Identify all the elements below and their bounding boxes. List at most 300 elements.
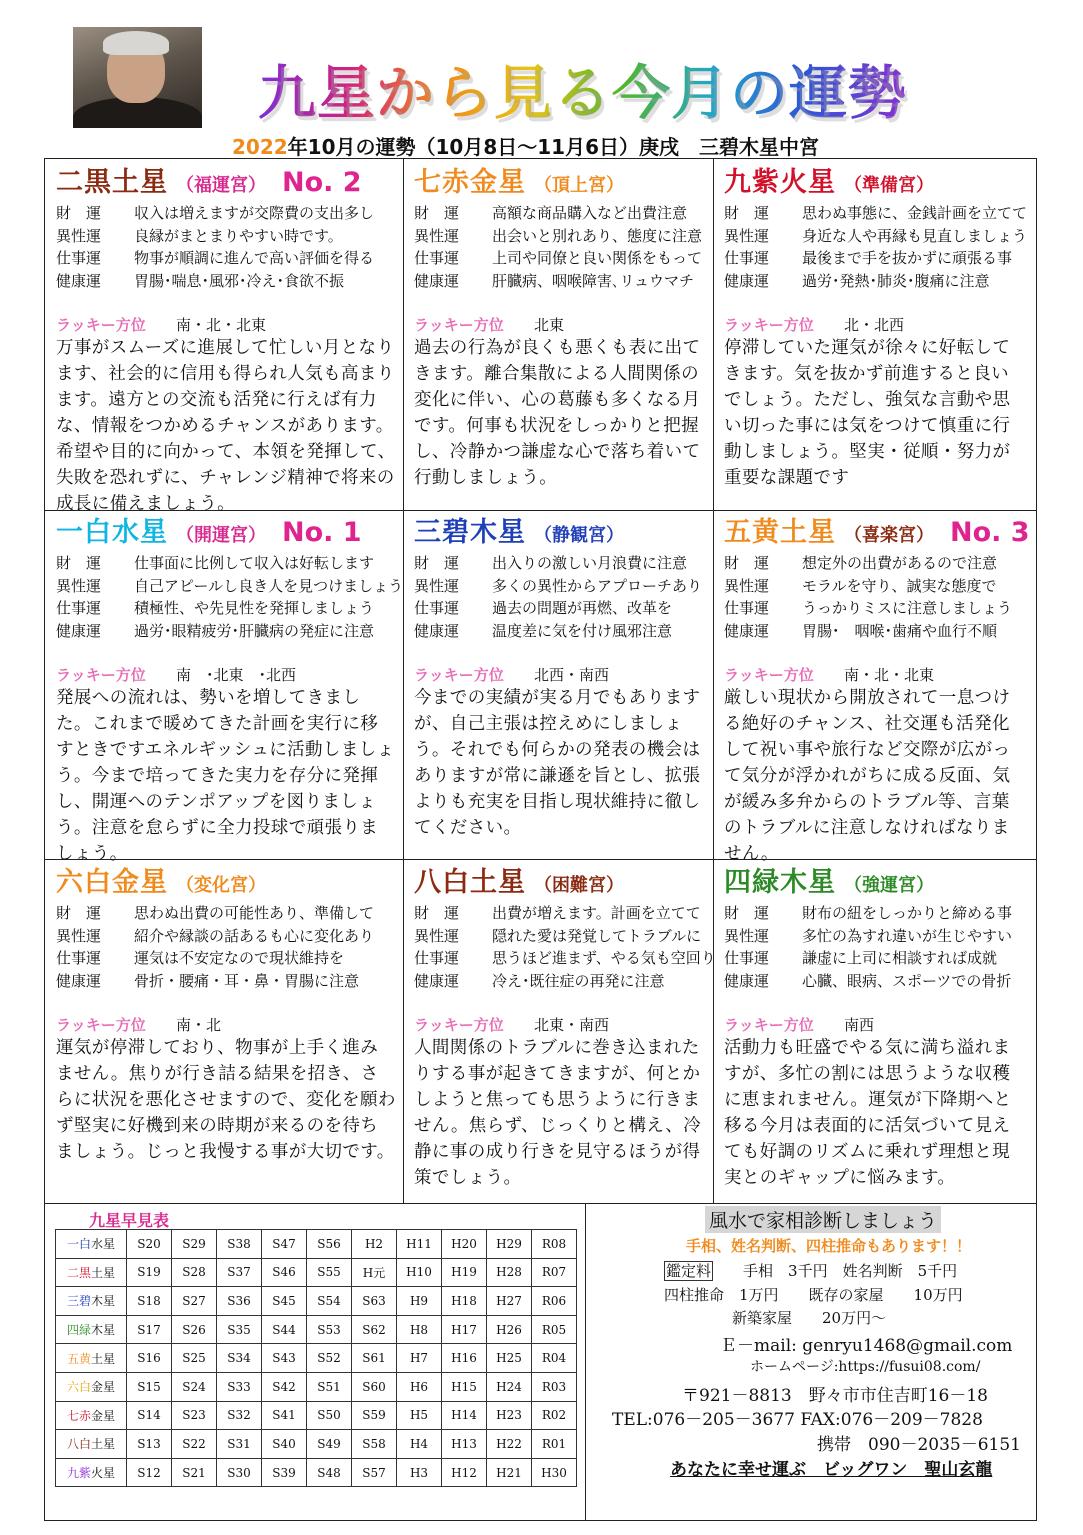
fortune-label: 財 運	[724, 554, 770, 572]
table-year-cell: R01	[532, 1430, 577, 1459]
lucky-label: ラッキー方位	[56, 666, 146, 684]
fee-text-1: 手相 3千円 姓名判断 5千円	[743, 1262, 958, 1280]
fortune-text: モラルを守り、誠実な態度で	[802, 576, 997, 595]
table-year-cell: R02	[532, 1401, 577, 1430]
table-year-cell: R07	[532, 1258, 577, 1287]
star-description: 発展への流れは、勢いを増してきました。これまで暖めてきた計画を実行に移すときですエネルギッシュに活動しましょう。今まで培ってきた実力を存分に発揮し、開運へのテンポアップを図りましょう。注意を怠らずに全力投球で頑張りましょう。	[56, 688, 395, 864]
table-star-kanji: 二黒	[66, 1265, 91, 1280]
fortune-line	[414, 225, 706, 248]
fortune-text: 最後まで手を抜かずに頑張る事	[802, 249, 1013, 267]
fortune-text: 胃腸･喘息･風邪･冷え･食欲不振	[134, 271, 345, 290]
star-cell	[716, 160, 1034, 491]
table-year-cell: H23	[487, 1401, 532, 1430]
fortune-label: 財 運	[414, 904, 460, 922]
table-star-suffix: 火星	[91, 1466, 116, 1481]
lucky-value: 南西	[844, 1016, 875, 1034]
star-rank: No. 1	[282, 517, 362, 548]
info-section	[44, 1204, 1037, 1521]
fengshui-heading: 風水で家相診断しましょう	[705, 1206, 941, 1233]
fortune-label: 仕事運	[414, 949, 460, 967]
fortune-text: うっかりミスに注意しましょう	[802, 599, 1013, 617]
fortune-text: 冷え･既往症の再発に注意	[492, 971, 665, 990]
fee-row-1	[664, 1260, 957, 1281]
table-star-cell	[56, 1230, 127, 1259]
table-year-cell: S29	[172, 1230, 217, 1259]
table-year-cell: H25	[487, 1344, 532, 1373]
fortune-text: 自己アピールし良き人を見つけましょう	[134, 576, 404, 595]
table-year-cell: H22	[487, 1430, 532, 1459]
star-description: 運気が停滞しており、物事が上手く進みません。焦りが行き詰る結果を招き、さらに状況を悪化させますので、変化を願わず堅実に好機到来の時期が来るのを待ちましょう。じっと我慢する事が大切です。	[56, 1038, 396, 1162]
fortune-label: 異性運	[724, 926, 770, 945]
fortune-label: 仕事運	[56, 949, 102, 967]
info-divider	[585, 1204, 586, 1520]
star-palace: （喜楽宮）	[844, 525, 934, 546]
star-rank: No. 3	[950, 517, 1030, 548]
fortune-label: 財 運	[414, 204, 460, 222]
fortune-label: 異性運	[56, 226, 102, 245]
fortune-line	[56, 970, 396, 993]
fortune-label: 健康運	[414, 271, 460, 290]
table-year-cell: S50	[307, 1401, 352, 1430]
table-title: 九星早見表	[89, 1211, 170, 1230]
fortune-line	[414, 270, 706, 293]
table-year-cell: S40	[262, 1430, 307, 1459]
fortune-label: 財 運	[56, 204, 102, 222]
fortune-line	[414, 202, 706, 225]
fortune-line	[56, 202, 396, 225]
fortune-text: 多くの異性からアプローチあり	[492, 576, 703, 595]
photo-hair	[103, 31, 169, 55]
fortune-line	[724, 597, 1026, 620]
star-cell	[716, 860, 1034, 1191]
fortune-label: 異性運	[414, 926, 460, 945]
fortune-label: 仕事運	[56, 599, 102, 617]
star-description: 万事がスムーズに進展して忙しい月となります、社会的に信用も得られ人気も高まります。遠方との交流も活発に行えば有力な、情報をつかめるチャンスがあります。希望や目的に向かって、本領を発揮して、失敗を恐れずに、チャレンジ精神で将来の成長に備えましょう。	[56, 338, 396, 514]
table-year-cell: H18	[442, 1287, 487, 1316]
table-year-cell: S44	[262, 1315, 307, 1344]
fortune-text: 出会いと別れあり、態度に注意	[492, 226, 703, 245]
table-star-kanji: 七赤	[66, 1408, 91, 1423]
lucky-direction	[414, 314, 706, 335]
fee-text-3: 新築家屋 20万円～	[732, 1309, 887, 1327]
fortune-text: 上司や同僚と良い関係をもって	[492, 249, 703, 267]
star-heading	[414, 864, 706, 902]
table-year-cell: S20	[127, 1230, 172, 1259]
fortune-text: 心臓、眼病、スポーツでの骨折	[802, 971, 1012, 990]
table-year-cell: H28	[487, 1258, 532, 1287]
table-year-cell: S21	[172, 1458, 217, 1487]
fortune-text: 物事が順調に進んで高い評価を得る	[134, 249, 375, 267]
kyusei-year-table	[55, 1229, 577, 1487]
fortune-text: 身近な人や再縁も見直しましょう	[802, 226, 1028, 245]
star-name: 三碧木星	[414, 517, 526, 548]
fortune-label: 健康運	[724, 971, 770, 990]
star-description: 今までの実績が実る月でもありますが、自己主張は控えめにしましょう。それでも何らかの発表の機会はありますが常に謙遜を旨とし、拡張よりも充実を目指し現状維持に徹してください。	[414, 688, 701, 838]
fortune-text: 思うほど進まず、やる気も空回り	[492, 949, 716, 967]
lucky-value: 北東・南西	[534, 1016, 610, 1034]
fortune-line	[56, 575, 404, 598]
table-year-cell: S49	[307, 1430, 352, 1459]
table-year-cell: H24	[487, 1372, 532, 1401]
fee-text-2: 四柱推命 1万円 既存の家屋 10万円	[664, 1286, 963, 1304]
table-year-cell: H9	[397, 1287, 442, 1316]
fortune-label: 財 運	[56, 554, 102, 572]
star-palace: （頂上宮）	[534, 175, 624, 196]
table-year-cell: S45	[262, 1287, 307, 1316]
fortune-label: 異性運	[56, 576, 102, 595]
fortune-line	[414, 552, 706, 575]
table-row	[56, 1230, 577, 1259]
table-year-cell: H3	[397, 1458, 442, 1487]
table-star-cell	[56, 1372, 127, 1401]
fortune-text: 隠れた愛は発覚してトラブルに	[492, 926, 702, 945]
table-year-cell: S54	[307, 1287, 352, 1316]
fortune-label: 健康運	[414, 971, 460, 990]
table-year-cell: S59	[352, 1401, 397, 1430]
lucky-direction	[724, 664, 1026, 685]
table-star-kanji: 八白	[66, 1437, 91, 1452]
table-year-cell: S24	[172, 1372, 217, 1401]
star-heading	[724, 514, 1030, 552]
table-year-cell: H11	[397, 1230, 442, 1259]
star-palace: （開運宮）	[176, 525, 266, 546]
table-star-kanji: 九紫	[66, 1466, 91, 1481]
table-year-cell: H6	[397, 1372, 442, 1401]
star-heading	[56, 164, 396, 202]
subtitle-text: 年10月の運勢（10月8日～11月6日）庚戌 三碧木星中宮	[287, 135, 819, 159]
table-star-cell	[56, 1287, 127, 1316]
address: 〒921－8813 野々市市住吉町16－18	[682, 1386, 988, 1406]
fortune-label: 健康運	[56, 621, 102, 640]
star-name: 五黄土星	[724, 517, 836, 548]
star-heading	[414, 164, 706, 202]
table-year-cell: S26	[172, 1315, 217, 1344]
table-star-kanji: 六白	[66, 1380, 91, 1395]
table-year-cell: S18	[127, 1287, 172, 1316]
star-palace: （静観宮）	[534, 525, 624, 546]
star-heading	[724, 864, 1026, 902]
star-cell	[48, 860, 404, 1165]
table-year-cell: S41	[262, 1401, 307, 1430]
table-year-cell: S17	[127, 1315, 172, 1344]
fortune-line	[724, 270, 1026, 293]
table-year-cell: S47	[262, 1230, 307, 1259]
star-rank: No. 2	[282, 167, 362, 198]
table-star-suffix: 木星	[91, 1323, 116, 1338]
star-cell	[406, 160, 714, 491]
table-year-cell: S16	[127, 1344, 172, 1373]
table-year-cell: S35	[217, 1315, 262, 1344]
table-year-cell: H21	[487, 1458, 532, 1487]
table-star-kanji: 三碧	[66, 1294, 91, 1309]
table-year-cell: S63	[352, 1287, 397, 1316]
table-year-cell: S52	[307, 1344, 352, 1373]
table-year-cell: H7	[397, 1344, 442, 1373]
star-cell	[406, 860, 714, 1191]
fortune-line	[56, 902, 396, 925]
lucky-label: ラッキー方位	[724, 1016, 814, 1034]
table-year-cell: H元	[352, 1258, 397, 1287]
table-year-cell: S15	[127, 1372, 172, 1401]
table-year-cell: H5	[397, 1401, 442, 1430]
table-year-cell: S43	[262, 1344, 307, 1373]
star-description: 過去の行為が良くも悪くも表に出てきます。離合集散による人間関係の変化に伴い、心の葛藤も多くなる月です。何事も状況をしっかりと把握し、冷静かつ謙虚な心で落ち着いて行動しましょう。	[414, 338, 701, 488]
fortune-line	[56, 270, 396, 293]
fortune-text: 肝臓病、咽喉障害､リュウマチ	[492, 271, 695, 290]
star-name: 七赤金星	[414, 167, 526, 198]
lucky-value: 北西・南西	[534, 666, 610, 684]
table-star-suffix: 土星	[91, 1351, 116, 1366]
table-year-cell: H15	[442, 1372, 487, 1401]
fortune-label: 財 運	[724, 904, 770, 922]
lucky-value: 北・北西	[844, 316, 905, 334]
table-year-cell: H26	[487, 1315, 532, 1344]
table-year-cell: H20	[442, 1230, 487, 1259]
fortune-text: 骨折・腰痛・耳・鼻・胃腸に注意	[134, 971, 360, 990]
table-year-cell: S60	[352, 1372, 397, 1401]
table-star-suffix: 土星	[91, 1265, 116, 1280]
star-cell	[48, 160, 404, 517]
star-palace: （福運宮）	[176, 175, 266, 196]
table-year-cell: S32	[217, 1401, 262, 1430]
lucky-label: ラッキー方位	[56, 316, 146, 334]
star-palace: （準備宮）	[844, 175, 934, 196]
table-year-cell: R06	[532, 1287, 577, 1316]
lucky-direction	[724, 314, 1026, 335]
fortune-line	[724, 552, 1026, 575]
fortune-label: 健康運	[56, 971, 102, 990]
services-note: 手相、姓名判断、四柱推命もあります！！	[686, 1237, 972, 1255]
fortune-label: 仕事運	[724, 949, 770, 967]
table-year-cell: S58	[352, 1430, 397, 1459]
table-star-kanji: 一白	[66, 1237, 91, 1252]
fortune-text: 過去の問題が再燃、改革を	[492, 599, 673, 617]
table-year-cell: S56	[307, 1230, 352, 1259]
table-star-cell	[56, 1344, 127, 1373]
table-star-kanji: 四緑	[66, 1323, 91, 1338]
table-year-cell: H10	[397, 1258, 442, 1287]
fortune-line	[414, 247, 706, 270]
fortune-label: 仕事運	[414, 249, 460, 267]
table-year-cell: R03	[532, 1372, 577, 1401]
fortune-label: 仕事運	[56, 249, 102, 267]
fortune-line	[724, 225, 1026, 248]
fortune-label: 財 運	[724, 204, 770, 222]
table-year-cell: S36	[217, 1287, 262, 1316]
table-star-suffix: 土星	[91, 1437, 116, 1452]
star-heading	[724, 164, 1026, 202]
table-star-cell	[56, 1458, 127, 1487]
table-year-cell: R05	[532, 1315, 577, 1344]
signature: あなたに幸せ運ぶ ビッグワン 聖山玄龍	[670, 1460, 993, 1480]
table-year-cell: H8	[397, 1315, 442, 1344]
table-year-cell: S34	[217, 1344, 262, 1373]
fortune-text: 多忙の為すれ違いが生じやすい	[802, 926, 1013, 945]
fortune-line	[414, 970, 706, 993]
homepage-link[interactable]: ホームページ:https://fusui08.com/	[750, 1359, 981, 1375]
table-star-suffix: 金星	[91, 1380, 116, 1395]
fortune-text: 出費が増えます。計画を立てて	[492, 904, 701, 922]
table-year-cell: H30	[532, 1458, 577, 1487]
fortune-label: 異性運	[724, 576, 770, 595]
lucky-label: ラッキー方位	[414, 316, 504, 334]
fortune-text: 思わぬ出費の可能性あり、準備して	[134, 904, 375, 922]
fortune-line	[414, 575, 706, 598]
fortune-text: 過労･発熱･肺炎･腹痛に注意	[802, 271, 990, 290]
mobile: 携帯 090－2035－6151	[817, 1435, 1021, 1455]
table-year-cell: H27	[487, 1287, 532, 1316]
table-year-cell: S13	[127, 1430, 172, 1459]
lucky-value: 北東	[534, 316, 565, 334]
fortune-text: 出入りの激しい月浪費に注意	[492, 554, 688, 572]
table-year-cell: S27	[172, 1287, 217, 1316]
fortune-line	[414, 597, 706, 620]
table-row	[56, 1258, 577, 1287]
fortune-line	[724, 202, 1026, 225]
table-year-cell: S61	[352, 1344, 397, 1373]
fortune-line	[414, 947, 716, 970]
lucky-direction	[414, 664, 706, 685]
table-year-cell: S48	[307, 1458, 352, 1487]
table-year-cell: R08	[532, 1230, 577, 1259]
fortune-line	[724, 902, 1026, 925]
fortune-line	[56, 552, 396, 575]
fortune-line	[56, 925, 396, 948]
star-name: 九紫火星	[724, 167, 836, 198]
fortune-label: 健康運	[724, 271, 770, 290]
fortune-label: 異性運	[414, 226, 460, 245]
lucky-direction	[724, 1014, 1026, 1035]
table-year-cell: H12	[442, 1458, 487, 1487]
table-row	[56, 1315, 577, 1344]
star-cell	[48, 510, 404, 867]
table-year-cell: H16	[442, 1344, 487, 1373]
fortune-text: 過労･眼精疲労･肝臓病の発症に注意	[134, 621, 375, 640]
fortune-line	[56, 947, 396, 970]
page-title: 九星から見る今月の運勢	[258, 46, 907, 130]
fortune-label: 異性運	[56, 926, 102, 945]
table-year-cell: S25	[172, 1344, 217, 1373]
star-name: 四緑木星	[724, 867, 836, 898]
star-cell	[716, 510, 1034, 867]
fortune-text: 収入は増えますが交際費の支出多し	[134, 204, 375, 222]
fortune-text: 仕事面に比例して収入は好転します	[134, 554, 375, 572]
star-cell	[406, 510, 714, 841]
fortune-line	[724, 925, 1026, 948]
table-year-cell: H2	[352, 1230, 397, 1259]
lucky-value: 南・北・北東	[176, 316, 267, 334]
fortune-text: 運気は不安定なので現状維持を	[134, 949, 345, 967]
fortune-label: 健康運	[56, 271, 102, 290]
table-star-cell	[56, 1315, 127, 1344]
fortune-text: 財布の紐をしっかりと締める事	[802, 904, 1013, 922]
fortune-text: 思わぬ事態に、金銭計画を立てて	[802, 204, 1028, 222]
fortune-label: 仕事運	[724, 599, 770, 617]
fortune-line	[56, 620, 396, 643]
table-star-cell	[56, 1258, 127, 1287]
fortune-line	[724, 247, 1026, 270]
lucky-direction	[56, 314, 396, 335]
star-heading	[414, 514, 706, 552]
table-year-cell: H19	[442, 1258, 487, 1287]
star-description: 人間関係のトラブルに巻き込まれたりする事が起きてきますが、何とかしようと焦っても思うように行きません。焦らず、じっくりと構え、冷静に事の成り行きを見守るほうが得策でしょう。	[414, 1038, 702, 1188]
table-year-cell: S22	[172, 1430, 217, 1459]
author-photo	[73, 27, 202, 128]
star-description: 活動力も旺盛でやる気に満ち溢れますが、多忙の割には思うような収穫に恵まれません。運気が下降期へと移る今月は表面的に活気づいて見えても好調のリズムに乗れず理想と現実とのギャップに悩みます。	[724, 1038, 1012, 1188]
table-year-cell: S28	[172, 1258, 217, 1287]
fortune-text: 謙虚に上司に相談すれば成就	[802, 949, 998, 967]
fortune-label: 異性運	[414, 576, 460, 595]
lucky-direction	[56, 1014, 396, 1035]
table-year-cell: S42	[262, 1372, 307, 1401]
table-year-cell: S62	[352, 1315, 397, 1344]
fortune-label: 財 運	[56, 904, 102, 922]
table-year-cell: S23	[172, 1401, 217, 1430]
table-year-cell: S37	[217, 1258, 262, 1287]
table-year-cell: S31	[217, 1430, 262, 1459]
table-star-cell	[56, 1430, 127, 1459]
fortune-line	[724, 947, 1026, 970]
star-description: 停滞していた運気が徐々に好転してきます。気を抜かず前進すると良いでしょう。ただし、強気な言動や思い切った事には気をつけて慎重に行動しましょう。堅実・従順・努力が重要な課題です	[724, 338, 1011, 488]
table-row	[56, 1401, 577, 1430]
lucky-label: ラッキー方位	[724, 316, 814, 334]
fortune-text: 紹介や縁談の話あるも心に変化あり	[134, 926, 375, 945]
star-heading	[56, 514, 396, 552]
fortune-label: 仕事運	[414, 599, 460, 617]
lucky-value: 南・北	[176, 1016, 222, 1034]
star-name: 一白水星	[56, 517, 168, 548]
table-year-cell: S19	[127, 1258, 172, 1287]
table-year-cell: H13	[442, 1430, 487, 1459]
lucky-direction	[414, 1014, 706, 1035]
table-star-kanji: 五黄	[66, 1351, 91, 1366]
fortune-label: 健康運	[724, 621, 770, 640]
fortune-text: 温度差に気を付け風邪注意	[492, 621, 673, 640]
fortune-line	[414, 925, 706, 948]
lucky-direction	[56, 664, 396, 685]
fortune-text: 良縁がまとまりやすい時です。	[134, 226, 343, 245]
table-row	[56, 1287, 577, 1316]
fee-label: 鑑定料	[666, 1262, 712, 1280]
fortune-line	[724, 575, 1026, 598]
table-row	[56, 1372, 577, 1401]
star-palace: （困難宮）	[534, 875, 624, 896]
star-name: 六白金星	[56, 867, 168, 898]
star-description: 厳しい現状から開放されて一息つける絶好のチャンス、社交運も活発化して祝い事や旅行など交際が広がって気分が浮かれがちに成る反面、気が緩み多弁からのトラブル等、言葉のトラブルに注意しなければなりません。	[724, 688, 1011, 864]
star-name: 二黒土星	[56, 167, 168, 198]
table-year-cell: S39	[262, 1458, 307, 1487]
table-star-suffix: 金星	[91, 1408, 116, 1423]
table-year-cell: S38	[217, 1230, 262, 1259]
table-year-cell: S46	[262, 1258, 307, 1287]
table-year-cell: R04	[532, 1344, 577, 1373]
email-link[interactable]: Ｅ－mail: genryu1468@gmail.com	[720, 1336, 1013, 1356]
subtitle-year: 2022	[232, 135, 288, 159]
table-star-suffix: 水星	[91, 1237, 116, 1252]
fortune-line	[414, 902, 706, 925]
table-year-cell: S53	[307, 1315, 352, 1344]
lucky-value: 南・北・北東	[844, 666, 935, 684]
table-year-cell: H4	[397, 1430, 442, 1459]
star-heading	[56, 864, 396, 902]
fortune-label: 健康運	[414, 621, 460, 640]
lucky-label: ラッキー方位	[724, 666, 814, 684]
fortune-text: 積極性、や先見性を発揮しましょう	[134, 599, 375, 617]
table-row	[56, 1458, 577, 1487]
table-year-cell: S30	[217, 1458, 262, 1487]
table-year-cell: S33	[217, 1372, 262, 1401]
lucky-value: 南 ･北東 ･北西	[176, 666, 297, 684]
